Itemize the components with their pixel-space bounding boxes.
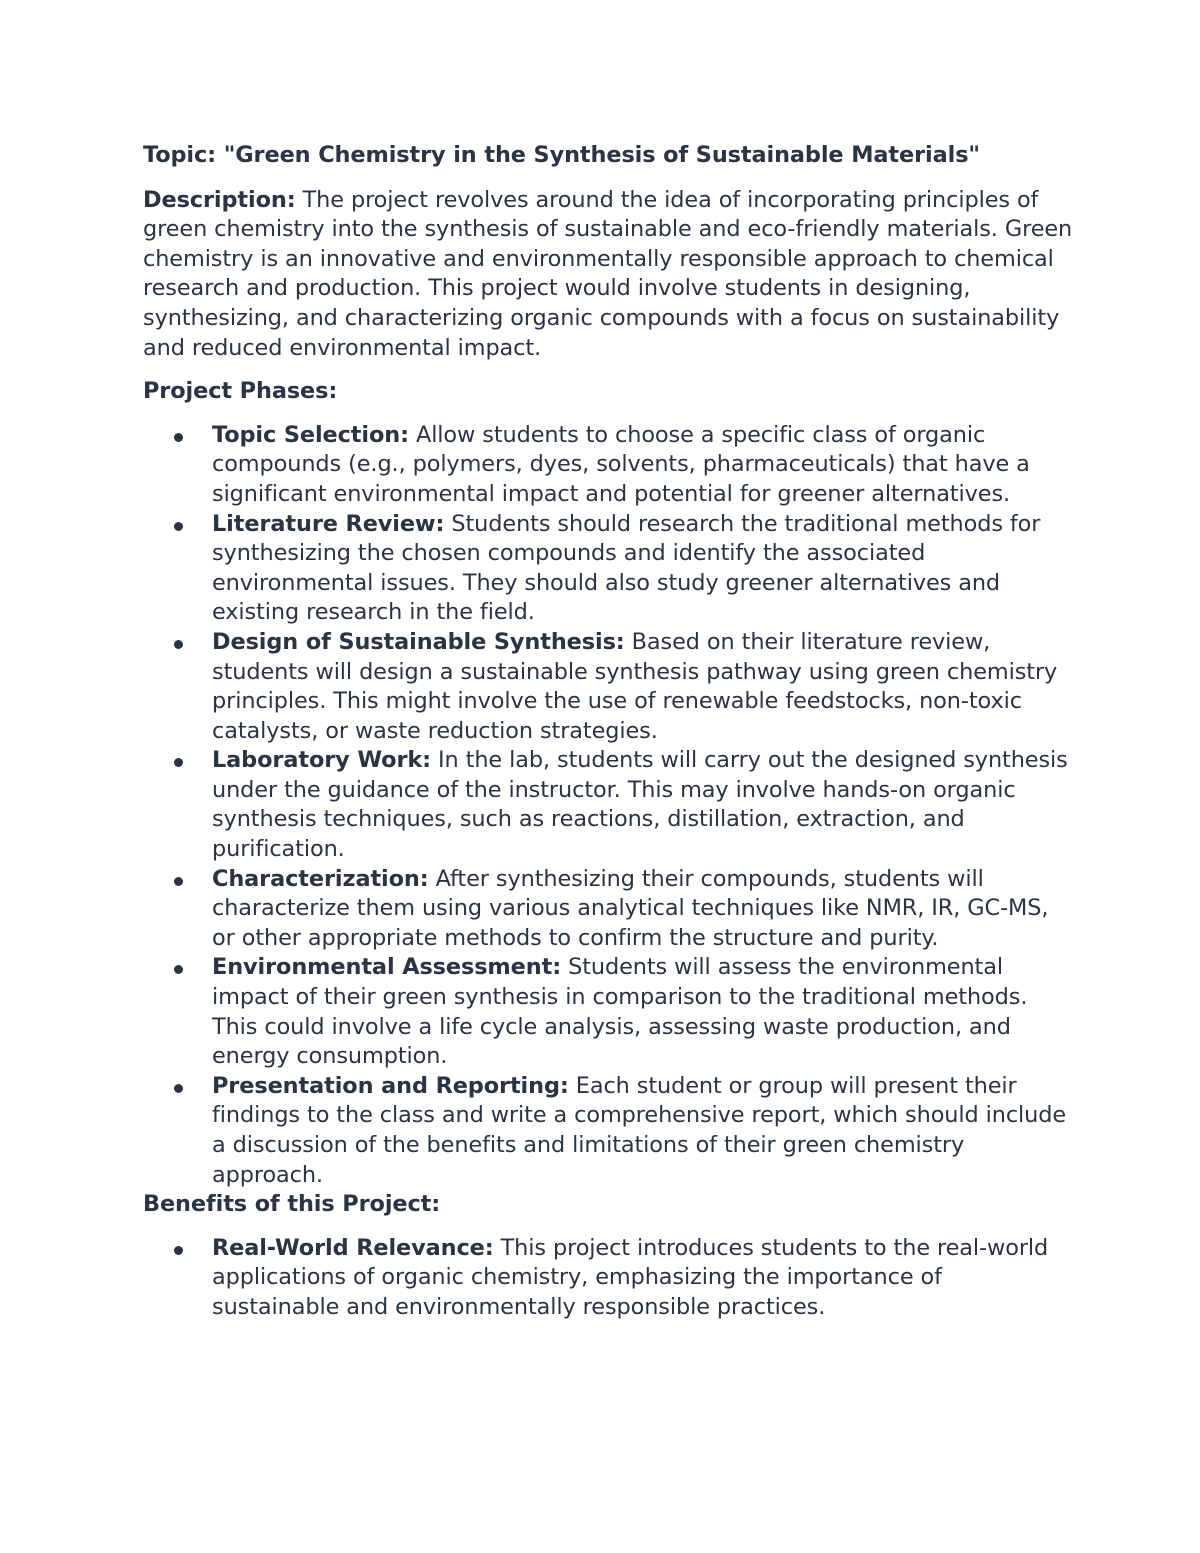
bullet-icon [174,522,183,531]
list-item [212,865,1073,954]
phase-label: Characterization: [212,865,429,892]
list-item [212,628,1073,746]
phases-heading: Project Phases: [143,378,338,405]
bullet-icon [174,758,183,767]
phase-text: Students will assess the environmental impact of their green synthesis in comparison to the traditional methods. This could involve a life cycle analysis, assessing waste production, and energy consumption. [212,954,1028,1070]
description-label: Description: [143,186,296,213]
list-item [212,746,1073,864]
phase-text: In the lab, students will carry out the designed synthesis under the guidance of the instructor. This may involve hands-on organic synthesis techniques, such as reactions, distillation, extraction, and purification. [212,747,1068,863]
description-paragraph [143,186,1073,364]
phase-label: Laboratory Work: [212,747,432,774]
description-text: The project revolves around the idea of incorporating principles of green chemistry into the synthesis of sustainable and eco-friendly materials. Green chemistry is an innovative and environmentally responsible approach to chemical research and production. This project would involve students in designing, synthesizing, and characterizing organic compounds with a focus on sustainability and reduced environmental impact. [143,186,1073,361]
list-item [212,510,1073,628]
bullet-icon [174,640,183,649]
phase-text: Each student or group will present their findings to the class and write a comprehensive report, which should include a discussion of the benefits and limitations of their green chemistry approach. [212,1072,1067,1188]
list-item [212,1072,1073,1190]
bullet-icon [174,877,183,886]
bullet-icon [174,1246,183,1255]
benefit-text: This project introduces students to the real-world applications of organic chemistry, emphasizing the importance of sustainable and environmentally responsible practices. [212,1234,1049,1320]
bullet-icon [174,433,183,442]
phase-text: Based on their literature review, students will design a sustainable synthesis pathway using green chemistry principles. This might involve the use of renewable feedstocks, non-toxic catalysts, or waste reduction strategies. [212,628,1058,744]
phase-label: Design of Sustainable Synthesis: [212,628,625,655]
list-item [212,421,1073,510]
benefit-label: Real-World Relevance: [212,1234,494,1261]
list-item [212,1234,1073,1323]
benefits-list [143,1234,1073,1323]
bullet-icon [174,965,183,974]
phase-label: Topic Selection: [212,421,409,448]
phase-label: Literature Review: [212,510,445,537]
benefits-heading: Benefits of this Project: [143,1191,441,1218]
phase-label: Environmental Assessment: [212,954,562,981]
document-topic: Topic: "Green Chemistry in the Synthesis of Sustainable Materials" [143,142,980,168]
bullet-icon [174,1084,183,1093]
list-item [212,953,1073,1071]
phase-text: Allow students to choose a specific class of organic compounds (e.g., polymers, dyes, solvents, pharmaceuticals) that have a significant environmental impact and potential for greener alternatives. [212,421,1030,507]
phase-label: Presentation and Reporting: [212,1072,569,1099]
phase-text: Students should research the traditional methods for synthesizing the chosen compounds and identify the associated environmental issues. They should also study greener alternatives and existing research in the field. [212,510,1041,626]
phase-text: After synthesizing their compounds, students will characterize them using various analytical techniques like NMR, IR, GC-MS, or other appropriate methods to confirm the structure and purity. [212,865,1049,951]
phases-list [143,421,1073,1190]
document-page [143,141,1073,1323]
